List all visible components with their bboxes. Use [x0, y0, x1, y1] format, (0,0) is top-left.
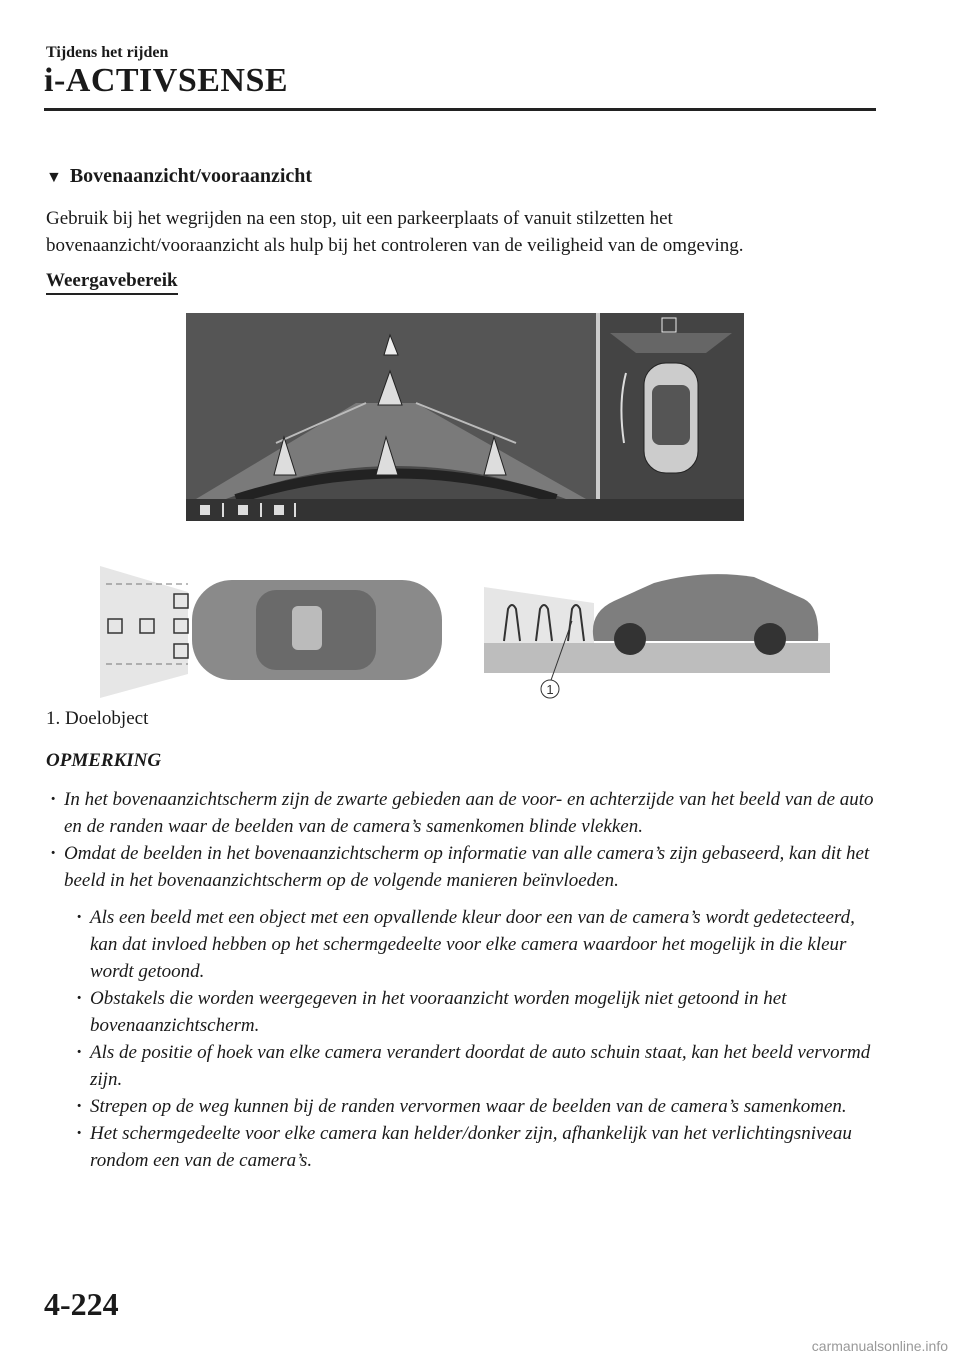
figure-caption: 1. Doelobject — [46, 708, 149, 729]
note-title: OPMERKING — [46, 750, 162, 771]
subsection-heading — [46, 165, 312, 188]
subsection-heading-text: Bovenaanzicht/vooraanzicht — [69, 165, 313, 187]
section-title: i-ACTIVSENSE — [44, 62, 289, 99]
note-subbullet: · Strepen op de weg kunnen bij de randen vervormen waar de beelden van de camera’s samenkomen. — [46, 1093, 886, 1120]
watermark: carmanualsonline.info — [811, 1338, 948, 1354]
callout-1: 1 — [546, 682, 554, 697]
display-range-heading: Weergavebereik — [46, 270, 178, 295]
note-bullet: · In het bovenaanzichtscherm zijn de zwarte gebieden aan de voor- en achterzijde van het beeld van de auto en de randen waar de beelden van de camera’s samenkomen blinde vlekken. — [46, 786, 886, 840]
side-view-diagram — [484, 563, 830, 703]
header-rule — [44, 108, 876, 111]
note-subbullet: · Obstakels die worden weergegeven in het vooraanzicht worden mogelijk niet getoond in het bovenaanzichtscherm. — [46, 985, 886, 1039]
chapter-title: Tijdens het rijden — [46, 44, 169, 61]
camera-screen-illustration — [186, 313, 744, 521]
note-subbullet: · Als een beeld met een object met een opvallende kleur door een van de camera’s wordt gedetecteerd, kan dat invloed hebben op het schermgedeelte voor elke camera waardoor het mogelijk in die kleur wordt getoond. — [46, 904, 886, 985]
intro-paragraph: Gebruik bij het wegrijden na een stop, uit een parkeerplaats of vanuit stilzetten het bovenaanzicht/vooraanzicht als hulp bij het controleren van de veiligheid van de omgeving. — [46, 208, 744, 256]
top-view-diagram — [96, 562, 456, 702]
note-subbullet: · Het schermgedeelte voor elke camera kan helder/donker zijn, afhankelijk van het verlichtingsniveau rondom een van de camera’s. — [46, 1120, 886, 1174]
note-subbullet: · Als de positie of hoek van elke camera verandert doordat de auto schuin staat, kan het beeld vervormd zijn. — [46, 1039, 886, 1093]
page-number: 4-224 — [44, 1286, 119, 1322]
note-list — [46, 786, 886, 1174]
triangle-icon: ▼ — [46, 169, 62, 186]
note-bullet: · Omdat de beelden in het bovenaanzichtscherm op informatie van alle camera’s zijn gebaseerd, kan dit het beeld in het bovenaanzichtscherm op de volgende manieren beïnvloeden. — [46, 840, 886, 894]
